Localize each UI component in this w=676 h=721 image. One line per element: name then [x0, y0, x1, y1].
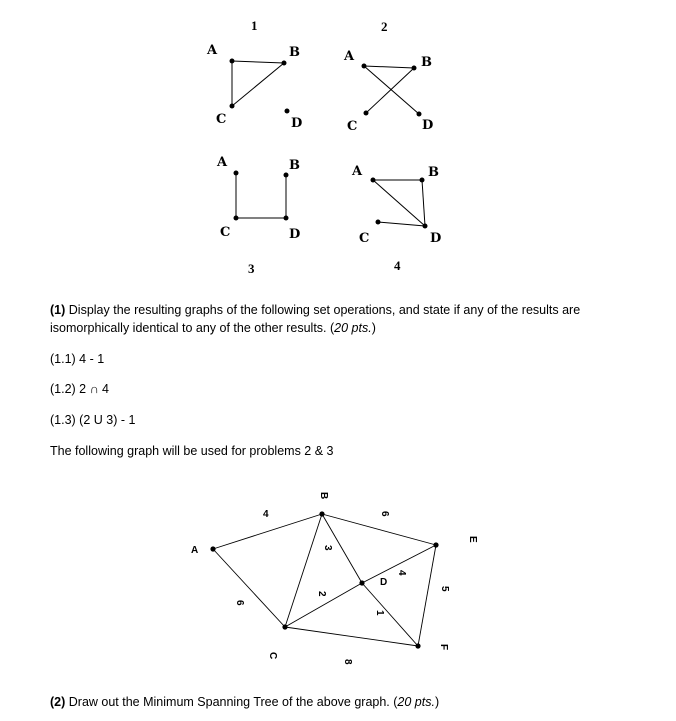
graph-2-label-c: C: [347, 119, 358, 134]
graph-4-number: 4: [394, 258, 401, 273]
graph-1-label-c: C: [216, 112, 227, 127]
graph-3-node-a: [234, 171, 239, 176]
weight-ef: 5: [439, 586, 450, 592]
graph-4-node-b: [420, 178, 425, 183]
edge-be: [322, 514, 436, 545]
graph-1-number: 1: [251, 18, 258, 33]
question-2-number: (2): [50, 695, 66, 709]
question-1-item-3: (1.3) (2 U 3) - 1: [50, 413, 136, 427]
graph-4-node-a: [371, 178, 376, 183]
graph-3-label-a: A: [217, 155, 228, 170]
graph-3-node-d: [284, 216, 289, 221]
node-b: [319, 511, 324, 516]
graph-1-node-c: [230, 104, 235, 109]
graph-1-edge-ab: [232, 61, 284, 63]
graph-4-edge-cd: [378, 222, 425, 226]
weight-ac: 6: [234, 600, 245, 606]
edge-cf: [285, 627, 418, 646]
graph-1-label-b: B: [289, 45, 300, 60]
edge-de: [362, 545, 436, 583]
graph-3-number: 3: [248, 261, 255, 276]
edge-ef: [418, 545, 436, 646]
weight-df: 1: [374, 610, 385, 616]
graph-3-node-b: [284, 173, 289, 178]
graph-2-node-b: [412, 66, 417, 71]
question-1-line-2: [50, 319, 376, 337]
weight-cf: 8: [342, 659, 353, 665]
graph-2-label-b: B: [421, 55, 432, 70]
edge-df: [362, 583, 418, 646]
question-2-line: [50, 693, 439, 711]
graph-1-node-a: [230, 59, 235, 64]
graph-1-node-d: [285, 109, 290, 114]
graph-2-node-d: [417, 112, 422, 117]
graph-4-label-b: B: [428, 165, 439, 180]
graph-1-label-a: A: [207, 43, 218, 58]
weight-bd: 3: [322, 545, 333, 551]
question-1-number: (1): [50, 303, 66, 317]
graph-4-edge-ad: [373, 180, 425, 226]
weight-ab: 4: [263, 509, 269, 520]
label-e: E: [467, 536, 478, 543]
label-f: F: [438, 644, 449, 651]
graph-4-node-c: [376, 220, 381, 225]
graph-1-node-b: [282, 61, 287, 66]
graph-2-label-a: A: [344, 49, 355, 64]
label-b: B: [318, 492, 329, 500]
question-1-text-1: Display the resulting graphs of the following set operations, and state if any of the results are: [68, 303, 581, 317]
graph-3-label-b: B: [289, 158, 300, 173]
node-f: [415, 643, 420, 648]
question-2-suffix: ): [434, 695, 440, 709]
graph-4-label-c: C: [359, 231, 370, 246]
weight-de: 4: [396, 570, 407, 576]
graph-3-label-d: D: [289, 227, 301, 242]
label-c: C: [267, 652, 278, 660]
question-1-points: 20 pts.: [334, 321, 372, 335]
graph-2-node-c: [364, 111, 369, 116]
graph-4-edge-bd: [422, 180, 425, 226]
intro-text: The following graph will be used for problems 2 & 3: [50, 444, 334, 458]
graph-1-edge-cb: [232, 63, 284, 106]
node-c: [282, 624, 287, 629]
graph-4-label-a: A: [352, 164, 363, 179]
graph-2-node-a: [362, 64, 367, 69]
graph-1-label-d: D: [291, 116, 303, 131]
label-d: D: [380, 577, 388, 588]
label-a: A: [191, 545, 199, 556]
graph-3-node-c: [234, 216, 239, 221]
graph-2-number: 2: [381, 19, 388, 34]
weight-be: 6: [379, 511, 390, 517]
graph-2-label-d: D: [422, 118, 434, 133]
graph-2: [343, 19, 433, 134]
node-a: [210, 546, 215, 551]
question-1-text-2-suffix: ): [371, 321, 376, 335]
question-1-item-1: (1.1) 4 - 1: [50, 352, 105, 366]
graph-2-edge-ab: [364, 66, 414, 68]
question-2-points: 20 pts.: [397, 695, 435, 709]
graph-4: [351, 164, 441, 273]
graph-4-label-d: D: [430, 231, 442, 246]
node-d: [359, 580, 364, 585]
graph-4-node-d: [423, 224, 428, 229]
graph-1: [206, 18, 302, 131]
question-2-text: Draw out the Minimum Spanning Tree of the above graph. (: [68, 695, 398, 709]
question-1-item-2: (1.2) 2 ∩ 4: [50, 382, 110, 396]
edge-cd: [285, 583, 362, 627]
graph-3-label-c: C: [220, 225, 231, 240]
weight-cd: 2: [316, 591, 327, 597]
node-e: [433, 542, 438, 547]
edge-ac: [213, 549, 285, 627]
weighted-graph: [191, 492, 478, 665]
question-1-line-1: [50, 301, 580, 319]
edge-bc: [285, 514, 322, 627]
graph-2-edge-cb: [366, 68, 414, 113]
graph-3: [216, 155, 300, 276]
question-1-text-2: isomorphically identical to any of the other results. (: [50, 321, 335, 335]
